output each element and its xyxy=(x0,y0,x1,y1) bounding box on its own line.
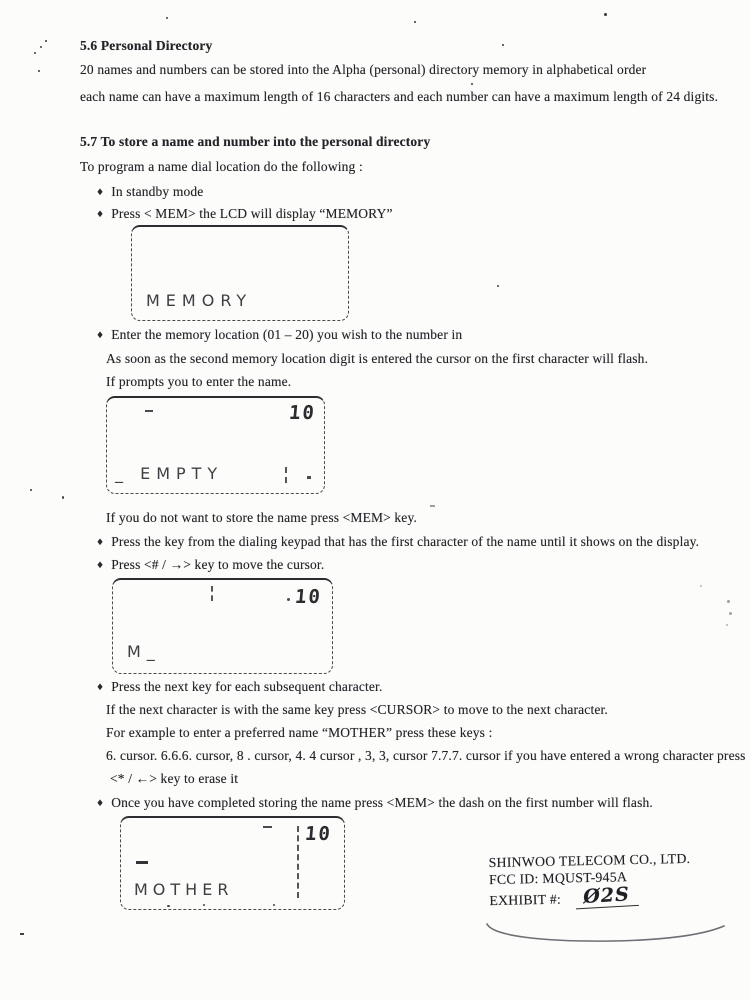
scan-speck xyxy=(45,40,47,42)
scan-speck xyxy=(700,585,702,587)
lcd-m-text: M_ xyxy=(127,642,161,661)
bullet-press-key-text: Press the key from the dialing keypad that has the first character of the name until it shows on the display. xyxy=(111,534,700,549)
line-erase: <* / ←> key to erase it xyxy=(110,771,239,786)
lcd-memory-text: MEMORY xyxy=(146,291,253,310)
scan-speck xyxy=(38,70,40,72)
scan-speck xyxy=(34,52,36,54)
scan-speck xyxy=(20,933,24,935)
bullet-diamond-icon: ♦ xyxy=(96,331,105,341)
lcd-divider-mark xyxy=(211,586,213,601)
scan-speck xyxy=(430,505,435,507)
lcd-noise-mark xyxy=(307,476,311,479)
scan-speck xyxy=(497,285,499,287)
section-5-7-heading: 5.7 To store a name and number into the personal directory xyxy=(80,134,431,149)
lcd-location-number: 10 xyxy=(288,402,317,424)
bullet-press-mem xyxy=(96,206,393,222)
line-no-store: If you do not want to store the name press <MEM> key. xyxy=(106,510,417,525)
lcd-location-number: 10 xyxy=(304,823,333,845)
bullet-press-mem-text: Press < MEM> the LCD will display “MEMORY” xyxy=(111,206,393,221)
scan-speck xyxy=(203,904,205,906)
scan-speck xyxy=(471,83,473,85)
lcd-display-m xyxy=(112,578,333,674)
lcd-display-memory xyxy=(131,225,349,321)
bullet-complete-text: Once you have completed storing the name press <MEM> the dash on the first number will flash. xyxy=(111,795,653,810)
lcd-noise-mark xyxy=(145,410,153,412)
stamp-fcc-id: FCC ID: MQUST-945A xyxy=(488,869,628,888)
bullet-complete xyxy=(96,795,653,811)
section-5-6-line1: 20 names and numbers can be stored into the Alpha (personal) directory memory in alphabetical order xyxy=(80,62,647,77)
scan-speck xyxy=(604,13,607,16)
lcd-display-mother xyxy=(120,816,345,910)
bullet-press-hash xyxy=(96,557,324,573)
stamp-company: SHINWOO TELECOM CO., LTD. xyxy=(488,850,691,871)
line-same-key: If the next character is with the same key press <CURSOR> to move to the next character. xyxy=(106,702,608,717)
lcd-divider-mark xyxy=(285,467,287,483)
lcd-empty-text: _ EMPTY xyxy=(115,464,224,483)
bullet-diamond-icon: ♦ xyxy=(96,799,105,809)
lcd-noise-mark xyxy=(263,826,272,828)
line-prompts: If prompts you to enter the name. xyxy=(106,374,292,389)
scan-speck xyxy=(62,496,64,499)
bullet-standby-text: In standby mode xyxy=(111,184,204,199)
bullet-diamond-icon: ♦ xyxy=(96,188,105,198)
bullet-standby xyxy=(96,184,203,200)
lcd-noise-mark xyxy=(287,598,290,601)
stamp-exhibit-handwritten-value: Ø2S xyxy=(574,885,638,909)
scan-speck xyxy=(273,904,275,906)
bullet-enter-location xyxy=(96,327,462,343)
lcd-location-number: 10 xyxy=(294,586,323,608)
bullet-diamond-icon: ♦ xyxy=(96,538,105,548)
scan-speck xyxy=(726,624,728,626)
lcd-display-empty xyxy=(106,396,325,494)
scan-speck xyxy=(729,612,732,615)
scan-speck xyxy=(166,17,168,19)
bullet-diamond-icon: ♦ xyxy=(96,561,105,571)
bullet-press-key xyxy=(96,534,699,550)
line-cursor-flash: As soon as the second memory location digit is entered the cursor on the first character will flash. xyxy=(106,351,649,366)
scan-speck xyxy=(727,600,730,603)
scan-artifact-curve xyxy=(483,916,728,950)
line-example: For example to enter a preferred name “MOTHER” press these keys : xyxy=(106,725,493,740)
bullet-diamond-icon: ♦ xyxy=(96,210,105,220)
scan-speck xyxy=(502,44,504,46)
scan-speck xyxy=(30,489,32,491)
scan-speck xyxy=(40,46,42,48)
intro-line: To program a name dial location do the following : xyxy=(80,159,363,174)
scan-speck xyxy=(414,21,416,23)
bullet-next-key-text: Press the next key for each subsequent character. xyxy=(111,679,383,694)
lcd-divider-line xyxy=(297,826,299,898)
line-keys: 6. cursor. 6.6.6. cursor, 8 . cursor, 4. 4 cursor , 3, 3, cursor 7.7.7. cursor if you have entered a wrong character press xyxy=(106,748,746,763)
bullet-diamond-icon: ♦ xyxy=(96,683,105,693)
scan-speck xyxy=(167,905,170,907)
lcd-mother-text: MOTHER xyxy=(134,880,234,899)
lcd-cursor-dash xyxy=(136,861,148,864)
fcc-stamp-block xyxy=(488,850,691,910)
bullet-press-hash-text: Press <# / →> key to move the cursor. xyxy=(111,557,325,572)
stamp-exhibit-label: EXHIBIT #: xyxy=(489,891,562,909)
bullet-enter-location-text: Enter the memory location (01 – 20) you wish to the number in xyxy=(111,327,463,342)
bullet-next-key xyxy=(96,679,382,695)
section-5-6-heading: 5.6 Personal Directory xyxy=(80,38,213,53)
section-5-6-line2: each name can have a maximum length of 16 characters and each number can have a maximum length of 24 digits. xyxy=(80,89,719,104)
stamp-exhibit-row xyxy=(489,885,691,910)
